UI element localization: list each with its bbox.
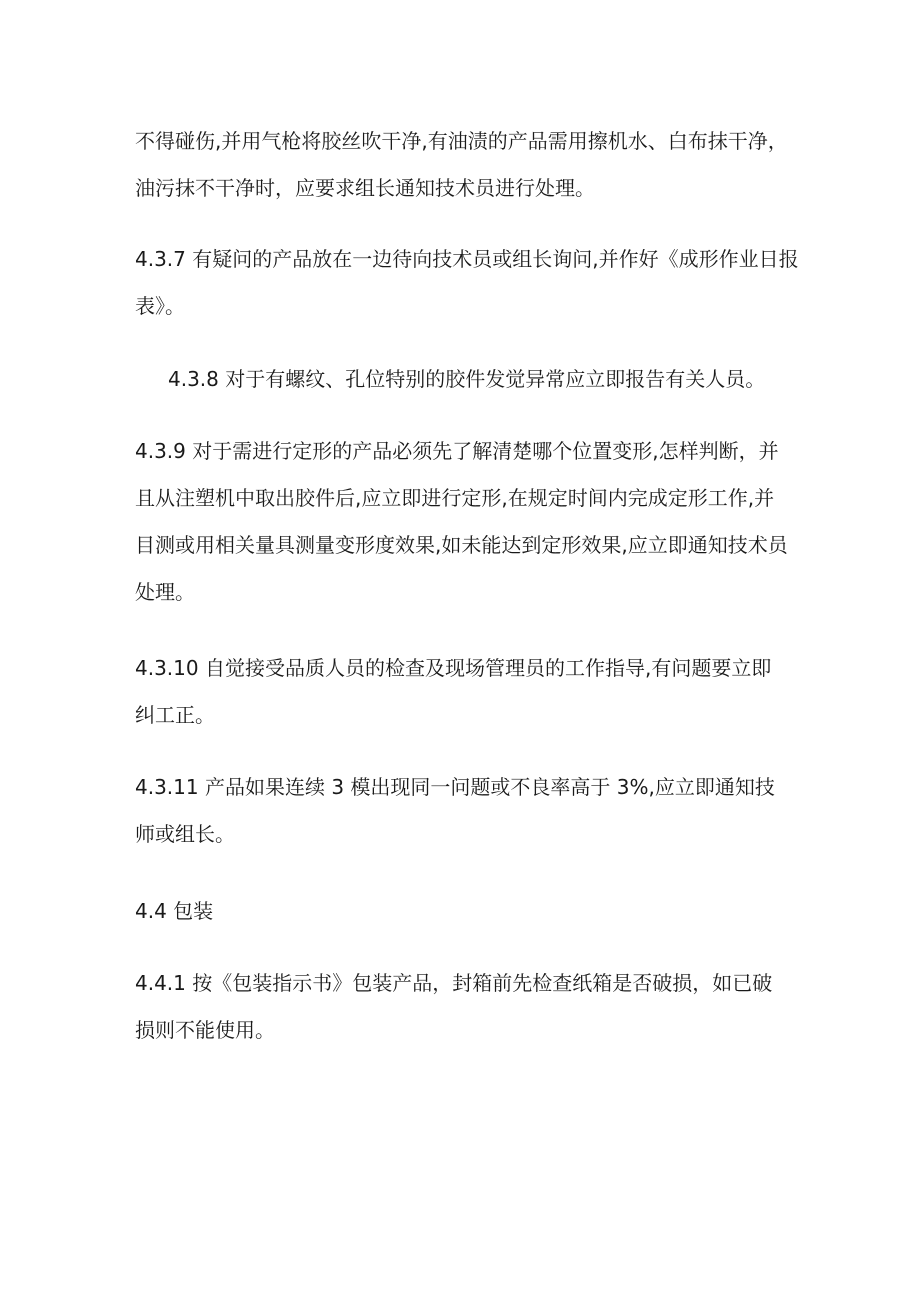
text-line: 4.4 包装 [135,899,214,923]
paragraph-4-3-10 [135,645,795,739]
paragraph-4-3-9 [135,428,795,616]
text-line: 4.3.8 对于有螺纹、孔位特别的胶件发觉异常应立即报告有关人员。 [168,367,766,391]
text-line: 4.3.10 自觉接受品质人员的检查及现场管理员的工作指导,有问题要立即 [135,656,772,680]
paragraph-4-3-8 [168,356,798,403]
text-line: 师或组长。 [135,822,235,846]
text-line: 目测或用相关量具测量变形度效果,如未能达到定形效果,应立即通知技术员 [135,533,788,557]
text-line: 4.4.1 按《包装指示书》包装产品，封箱前先检查纸箱是否破损，如已破 [135,971,773,995]
section-heading-4-4 [135,888,795,935]
paragraph-cleaning-instructions [135,118,795,212]
text-line: 表》。 [135,294,185,318]
text-line: 处理。 [135,580,195,604]
paragraph-4-3-7 [135,236,799,330]
text-line: 损则不能使用。 [135,1018,275,1042]
text-line: 4.3.7 有疑问的产品放在一边待向技术员或组长询问,并作好《成形作业日报 [135,247,799,271]
paragraph-4-3-11 [135,764,795,858]
text-line: 4.3.9 对于需进行定形的产品必须先了解清楚哪个位置变形,怎样判断，并 [135,439,779,463]
text-line: 且从注塑机中取出胶件后,应立即进行定形,在规定时间内完成定形工作,并 [135,486,775,510]
text-line: 纠工正。 [135,703,215,727]
text-line: 油污抹不干净时，应要求组长通知技术员进行处理。 [135,176,595,200]
text-line: 不得碰伤,并用气枪将胶丝吹干净,有油渍的产品需用擦机水、白布抹干净， [135,129,788,153]
paragraph-4-4-1 [135,960,795,1054]
text-line: 4.3.11 产品如果连续 3 模出现同一问题或不良率高于 3%,应立即通知技 [135,775,775,799]
